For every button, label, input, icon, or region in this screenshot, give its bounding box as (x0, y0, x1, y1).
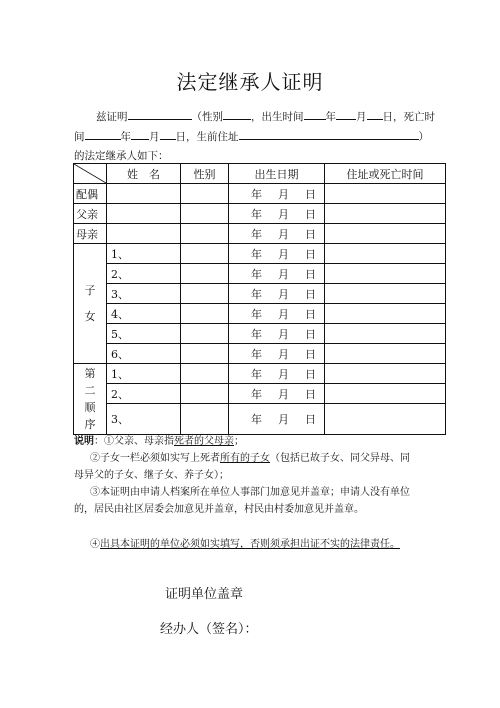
birthdate-cell[interactable] (229, 224, 325, 244)
date-unit-y: 年 (251, 307, 262, 321)
table-row (74, 324, 446, 344)
notes-label: 说明 (74, 436, 94, 447)
intro-text: 间 (74, 131, 85, 143)
header-gender: 性别 (181, 164, 229, 184)
birth-day-field[interactable] (367, 108, 383, 120)
address-field[interactable] (239, 128, 419, 140)
date-unit-d: 日 (305, 327, 316, 341)
gender-cell[interactable] (181, 404, 229, 435)
intro-text: （性别 (191, 111, 223, 123)
children-label-char: 女 (84, 309, 96, 323)
gender-cell[interactable] (181, 324, 229, 344)
table-row (74, 384, 446, 404)
birthdate-cell[interactable] (229, 384, 325, 404)
address-cell[interactable] (325, 264, 446, 284)
date-unit-m: 月 (278, 367, 289, 381)
table-row (74, 284, 446, 304)
note-4 (74, 536, 434, 553)
address-cell[interactable] (325, 404, 446, 435)
date-unit-m: 月 (278, 347, 289, 361)
address-cell[interactable] (325, 364, 446, 384)
intro-text: 年 (325, 111, 336, 123)
note-text: （包括已故子女、同父异母、同 (270, 453, 410, 464)
name-cell[interactable] (107, 184, 181, 204)
birthdate-cell[interactable] (229, 344, 325, 364)
second-order-char: 顺 (84, 401, 96, 414)
gender-cell[interactable] (181, 304, 229, 324)
table-row (74, 404, 446, 435)
header-name: 姓 名 (107, 164, 181, 184)
intro-text: ） (418, 131, 429, 143)
date-unit-d: 日 (305, 267, 316, 281)
table-row (74, 364, 446, 384)
birth-month-field[interactable] (336, 108, 356, 120)
deceased-name-field[interactable] (128, 108, 192, 120)
note-3: ③本证明由申请人档案所在单位人事部门加意见并盖章；申请人没有单位 (90, 487, 410, 498)
date-unit-y: 年 (251, 367, 262, 381)
table-row (74, 224, 446, 244)
date-unit-d: 日 (305, 247, 316, 261)
date-unit-m: 月 (278, 227, 289, 241)
note-underline: 死者的父母亲 (174, 436, 234, 447)
second-order-char: 序 (84, 418, 96, 431)
children-group-label (74, 244, 107, 364)
intro-line-1 (96, 108, 435, 124)
birthdate-cell[interactable] (229, 324, 325, 344)
child-name-cell[interactable]: 5、 (107, 324, 181, 344)
date-unit-y: 年 (251, 187, 262, 201)
date-unit-m: 月 (278, 247, 289, 261)
date-unit-m: 月 (278, 307, 289, 321)
birthdate-cell[interactable] (229, 364, 325, 384)
second-order-char: 二 (84, 384, 96, 397)
diagonal-corner-cell (74, 164, 107, 184)
intro-line-2 (74, 128, 429, 144)
heir-name-cell[interactable]: 1、 (107, 364, 181, 384)
note-underline: 出具本证明的单位必须如实填写，否则须承担出证不实的法律责任。 (100, 539, 400, 550)
relation-label: 配偶 (74, 184, 107, 204)
gender-cell[interactable] (181, 224, 229, 244)
birthdate-cell[interactable] (229, 404, 325, 435)
address-cell[interactable] (325, 304, 446, 324)
intro-text: 年 (120, 131, 131, 143)
date-unit-d: 日 (305, 227, 316, 241)
signer-label: 经办人（签名）： (160, 622, 258, 637)
table-row (74, 304, 446, 324)
date-unit-y: 年 (251, 287, 262, 301)
intro-text: 日，死亡时 (382, 111, 435, 123)
gender-cell[interactable] (181, 284, 229, 304)
date-unit-d: 日 (305, 347, 316, 361)
address-cell[interactable] (325, 204, 446, 224)
death-day-field[interactable] (160, 128, 176, 140)
birthdate-cell[interactable] (229, 184, 325, 204)
table-row (74, 244, 446, 264)
gender-cell[interactable] (181, 264, 229, 284)
address-cell[interactable] (325, 284, 446, 304)
birthdate-cell[interactable] (229, 204, 325, 224)
child-name-cell[interactable]: 6、 (107, 344, 181, 364)
intro-text: 兹证明 (96, 111, 128, 123)
second-order-label (74, 364, 107, 435)
date-unit-m: 月 (278, 327, 289, 341)
address-cell[interactable] (325, 384, 446, 404)
child-name-cell[interactable]: 1、 (107, 244, 181, 264)
address-cell[interactable] (325, 324, 446, 344)
address-cell[interactable] (325, 344, 446, 364)
header-birthdate: 出生日期 (229, 164, 325, 184)
note-3-cont: 的，居民由社区居委会加意见并盖章，村民由村委加意见并盖章。 (74, 504, 364, 515)
table-row (74, 264, 446, 284)
date-unit-d: 日 (305, 207, 316, 221)
date-unit-m: 月 (278, 387, 289, 401)
intro-text: 月 (356, 111, 367, 123)
date-unit-y: 年 (251, 413, 262, 426)
notes-section (74, 433, 434, 553)
children-label-char: 子 (84, 283, 96, 297)
child-name-cell[interactable]: 2、 (107, 264, 181, 284)
gender-field[interactable] (223, 108, 251, 120)
date-unit-y: 年 (251, 227, 262, 241)
address-cell[interactable] (325, 224, 446, 244)
date-unit-y: 年 (251, 247, 262, 261)
gender-cell[interactable] (181, 364, 229, 384)
gender-cell[interactable] (181, 244, 229, 264)
birthdate-cell[interactable] (229, 244, 325, 264)
birthdate-cell[interactable] (229, 284, 325, 304)
child-name-cell[interactable]: 4、 (107, 304, 181, 324)
table-row (74, 184, 446, 204)
date-unit-d: 日 (305, 287, 316, 301)
gender-cell[interactable] (181, 184, 229, 204)
note-1 (74, 433, 434, 450)
birth-year-field[interactable] (304, 108, 326, 120)
date-unit-m: 月 (278, 287, 289, 301)
intro-line-3: 的法定继承人如下： (74, 150, 169, 162)
birthdate-cell[interactable] (229, 264, 325, 284)
page-title: 法定继承人证明 (176, 70, 324, 94)
gender-cell[interactable] (181, 344, 229, 364)
address-cell[interactable] (325, 244, 446, 264)
note-text: ； (234, 436, 244, 447)
date-unit-d: 日 (305, 413, 316, 426)
address-cell[interactable] (325, 184, 446, 204)
intro-text: 日，生前住址 (175, 131, 239, 143)
date-unit-m: 月 (278, 413, 289, 426)
intro-text: 月 (149, 131, 160, 143)
name-cell[interactable] (107, 204, 181, 224)
date-unit-d: 日 (305, 187, 316, 201)
gender-cell[interactable] (181, 384, 229, 404)
note-2 (74, 450, 434, 467)
note-text: ②子女一栏必须如实写上死者 (90, 453, 220, 464)
note-underline: 所有的子女 (220, 453, 270, 464)
death-month-field[interactable] (131, 128, 149, 140)
relation-label: 父亲 (74, 204, 107, 224)
date-unit-m: 月 (278, 187, 289, 201)
date-unit-y: 年 (251, 327, 262, 341)
date-unit-y: 年 (251, 347, 262, 361)
name-cell[interactable] (107, 224, 181, 244)
date-unit-m: 月 (278, 267, 289, 281)
death-year-field[interactable] (85, 128, 121, 140)
date-unit-y: 年 (251, 387, 262, 401)
seal-label: 证明单位盖章 (165, 587, 244, 602)
table-row (74, 204, 446, 224)
relation-label: 母亲 (74, 224, 107, 244)
heirs-table (73, 163, 446, 435)
note-2-cont: 母异父的子女、继子女、养子女）； (74, 470, 229, 481)
child-name-cell[interactable]: 3、 (107, 284, 181, 304)
table-header-row (74, 164, 446, 184)
birthdate-cell[interactable] (229, 304, 325, 324)
date-unit-y: 年 (251, 267, 262, 281)
table-row (74, 344, 446, 364)
note-text: ④ (90, 539, 100, 550)
date-unit-d: 日 (305, 387, 316, 401)
date-unit-d: 日 (305, 367, 316, 381)
heir-name-cell[interactable]: 2、 (107, 384, 181, 404)
heir-name-cell[interactable]: 3、 (107, 404, 181, 435)
date-unit-d: 日 (305, 307, 316, 321)
second-order-char: 第 (84, 367, 96, 380)
date-unit-m: 月 (278, 207, 289, 221)
note-text: ：①父亲、母亲指 (94, 436, 174, 447)
date-unit-y: 年 (251, 207, 262, 221)
header-address: 住址或死亡时间 (325, 164, 446, 184)
intro-text: ，出生时间 (251, 111, 304, 123)
gender-cell[interactable] (181, 204, 229, 224)
